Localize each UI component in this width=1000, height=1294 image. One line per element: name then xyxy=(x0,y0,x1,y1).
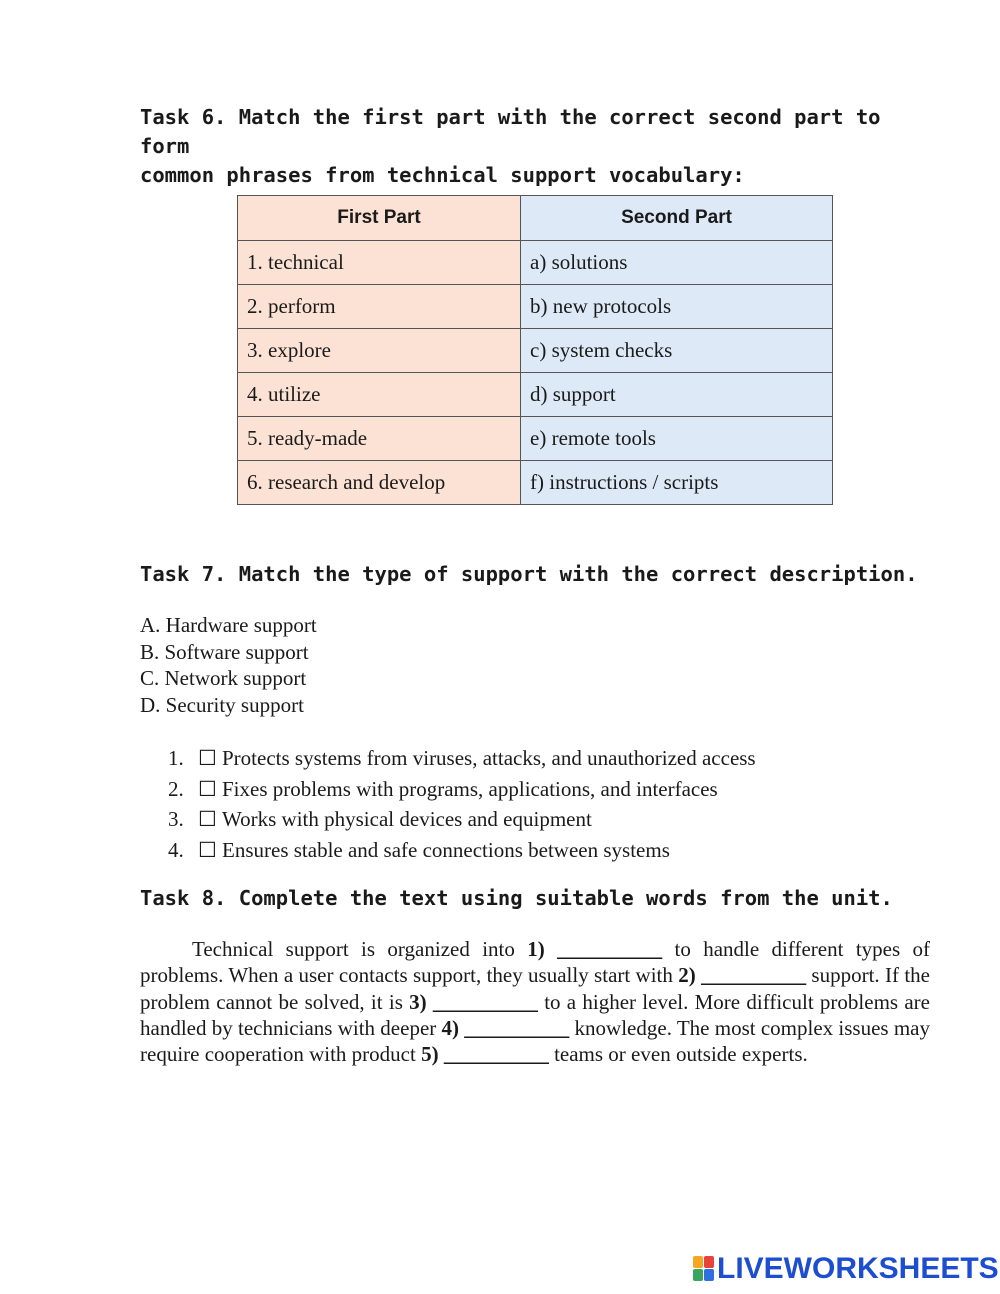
description-list xyxy=(168,743,756,865)
list-item xyxy=(168,743,756,774)
description-text: Protects systems from viruses, attacks, and unauthorized access xyxy=(222,746,756,770)
liveworksheets-logo-icon xyxy=(693,1256,715,1282)
text-segment: teams or even outside experts. xyxy=(548,1042,808,1067)
task7-heading: Task 7. Match the type of support with the correct description. xyxy=(140,562,918,586)
second-part-cell: a) solutions xyxy=(521,241,833,285)
description-text: Ensures stable and safe connections between systems xyxy=(222,837,670,862)
list-item xyxy=(168,835,756,866)
task6-heading xyxy=(140,103,930,190)
text-segment: Technical support is organized into xyxy=(192,937,528,961)
first-part-cell: 1. technical xyxy=(238,241,521,285)
second-part-cell: e) remote tools xyxy=(521,417,833,461)
blank-2[interactable]: 2) __________ xyxy=(678,963,807,988)
list-item: A. Hardware support xyxy=(140,613,317,637)
text-segment: knowledge. The most complex issues may require cooperation with product xyxy=(140,1015,930,1067)
first-part-cell: 5. ready-made xyxy=(238,417,521,461)
description-text: Works with physical devices and equipment xyxy=(222,807,592,831)
description-text: Fixes problems with programs, applications, and interfaces xyxy=(222,776,718,801)
table-row xyxy=(238,285,833,329)
support-type-list xyxy=(140,612,317,718)
list-item xyxy=(168,774,756,805)
item-number: 2. xyxy=(168,776,184,801)
task6-heading-line2: common phrases from technical support vocabulary: xyxy=(140,163,745,187)
task6-heading-line1: Task 6. Match the first part with the correct second part to form xyxy=(140,105,881,158)
blank-4[interactable]: 4) __________ xyxy=(441,1015,570,1040)
text-segment: to a higher level. More difficult problems are handled by technicians with deeper xyxy=(140,989,930,1040)
table-header-row xyxy=(238,196,833,241)
item-number: 1. xyxy=(168,746,184,770)
first-part-cell: 4. utilize xyxy=(238,373,521,417)
checkbox[interactable]: ☐ xyxy=(198,776,217,801)
list-item xyxy=(168,804,756,835)
table-row xyxy=(238,461,833,505)
first-part-cell: 3. explore xyxy=(238,329,521,373)
match-table xyxy=(237,195,833,505)
task8-heading: Task 8. Complete the text using suitable words from the unit. xyxy=(140,886,893,910)
blank-5[interactable]: 5) __________ xyxy=(421,1042,549,1067)
second-part-cell: c) system checks xyxy=(521,329,833,373)
text-segment: support. If the problem cannot be solved, it is xyxy=(140,963,930,1014)
table-row xyxy=(238,241,833,285)
list-item: D. Security support xyxy=(140,692,304,717)
item-number: 3. xyxy=(168,807,184,831)
first-part-cell: 2. perform xyxy=(238,285,521,329)
blank-1[interactable]: 1) __________ xyxy=(527,937,663,961)
item-number: 4. xyxy=(168,837,184,862)
table-row xyxy=(238,373,833,417)
checkbox[interactable]: ☐ xyxy=(198,837,217,862)
checkbox[interactable]: ☐ xyxy=(198,746,217,770)
list-item: B. Software support xyxy=(140,639,309,664)
text-segment: to handle different types of problems. When a user contacts support, they usually start with xyxy=(140,937,931,988)
logo-text: LIVEWORKSHEETS xyxy=(717,1252,999,1285)
second-part-cell: b) new protocols xyxy=(521,285,833,329)
task8-paragraph xyxy=(140,936,930,1067)
first-part-cell: 6. research and develop xyxy=(238,461,521,505)
list-item: C. Network support xyxy=(140,666,307,690)
header-second-part: Second Part xyxy=(521,196,833,241)
checkbox[interactable]: ☐ xyxy=(198,807,217,831)
second-part-cell: d) support xyxy=(521,373,833,417)
liveworksheets-logo xyxy=(693,1254,999,1284)
header-first-part: First Part xyxy=(238,196,521,241)
second-part-cell: f) instructions / scripts xyxy=(521,461,833,505)
blank-3[interactable]: 3) __________ xyxy=(409,989,538,1014)
table-row xyxy=(238,329,833,373)
table-row xyxy=(238,417,833,461)
